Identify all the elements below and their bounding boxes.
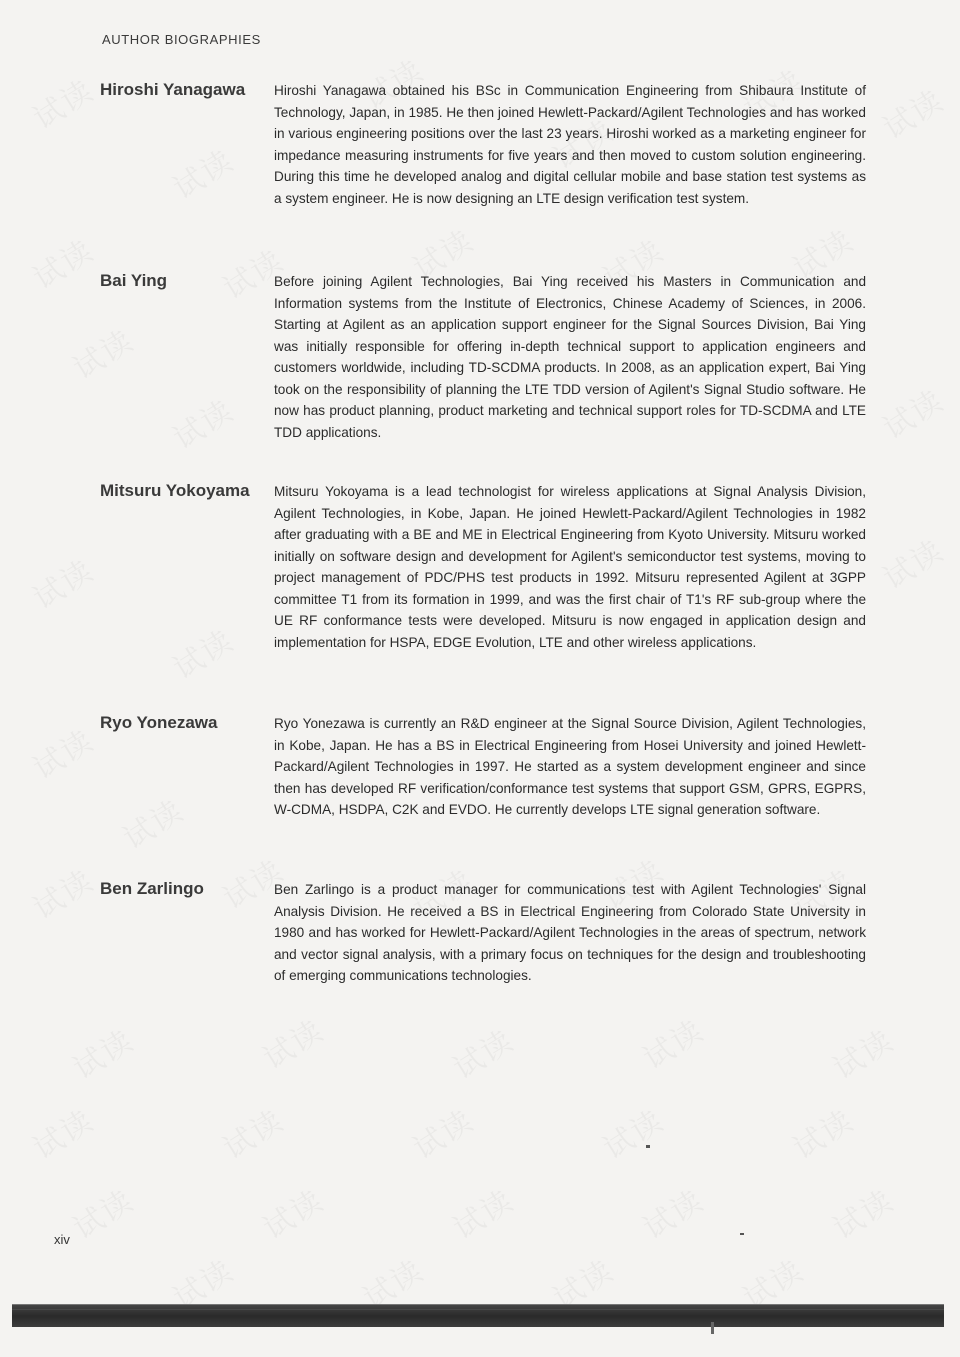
author-name: Ben Zarlingo (100, 879, 204, 898)
scan-speck (740, 1233, 744, 1235)
watermark: 试读 (637, 1183, 711, 1247)
watermark: 试读 (877, 383, 951, 447)
watermark: 试读 (637, 1013, 711, 1077)
author-bio-text: Mitsuru Yokoyama is a lead technologist for wireless applications at Signal Analysis Division, Agilent Technologies, in Kobe, Japan. He joined Hewlett-Packard/Agilent Technologies in 1982 after graduating with a BE and ME in Electrical Engineering from Kyoto University. Mitsuru worked initially on software design and development for Agilent's semiconductor test systems, moving to project management of PDC/PHS test products in 1992. Mitsuru represented Agilent at 3GPP committee T1 from its formation in 1999, and was the first chair of T1's RF sub-group where the UE RF conformance tests were developed. Mitsuru is now engaged in application design and implementation for HSPA, EDGE Evolution, LTE and other wireless applications. (274, 484, 866, 650)
watermark: 试读 (597, 853, 671, 917)
watermark: 试读 (167, 623, 241, 687)
scan-speck (646, 1145, 650, 1148)
watermark: 试读 (27, 723, 101, 787)
author-name: Bai Ying (100, 271, 168, 290)
watermark: 试读 (787, 223, 861, 287)
watermark: 试读 (827, 1183, 901, 1247)
author-name: Hiroshi Yanagawa (100, 80, 246, 99)
watermark: 试读 (407, 1103, 481, 1167)
watermark: 试读 (67, 323, 141, 387)
watermark: 试读 (67, 1183, 141, 1247)
watermark: 试读 (67, 1023, 141, 1087)
watermark: 试读 (217, 1103, 291, 1167)
watermark: 试读 (167, 393, 241, 457)
watermark: 试读 (877, 533, 951, 597)
watermark: 试读 (447, 1023, 521, 1087)
watermark: 试读 (27, 553, 101, 617)
watermark: 试读 (447, 1183, 521, 1247)
watermark: 试读 (257, 1183, 331, 1247)
watermark: 试读 (877, 83, 951, 147)
watermark: 试读 (167, 143, 241, 207)
watermark: 试读 (597, 233, 671, 297)
watermark: 试读 (27, 1103, 101, 1167)
scan-edge-bar (12, 1304, 944, 1327)
watermark: 试读 (217, 243, 291, 307)
watermark: 试读 (27, 233, 101, 297)
watermark: 试读 (787, 1103, 861, 1167)
scan-speck (711, 1322, 714, 1334)
author-bio-text: Ryo Yonezawa is currently an R&D engineer at the Signal Source Division, Agilent Technologies, in Kobe, Japan. He has a BS in Electrical Engineering from Hosei University and joined Hewlett-Packard/Agilent Technologies in 1997. He started as a system development engineer and since then has developed RF verification/conformance test systems that support GSM, GPRS, EGPRS, W-CDMA, HSDPA, C2K and EVDO. He currently develops LTE signal generation software. (274, 716, 866, 817)
author-name: Mitsuru Yokoyama (100, 481, 250, 500)
watermark: 试读 (737, 1253, 811, 1317)
watermark: 试读 (827, 1023, 901, 1087)
watermark: 试读 (27, 863, 101, 927)
author-bio-text: Ben Zarlingo is a product manager for communications test with Agilent Technologies' Signal Analysis Division. He received a BS in Electrical Engineering from Colorado State University in 1980 and has worked for Hewlett-Packard/Agilent Technologies in the areas of spectrum, network and vector signal analysis, with a primary focus on techniques for the design and troubleshooting of emerging communications technologies. (274, 882, 866, 983)
watermark: 试读 (357, 53, 431, 117)
watermark: 试读 (787, 863, 861, 927)
watermark: 试读 (597, 1103, 671, 1167)
author-bio-text: Before joining Agilent Technologies, Bai Ying received his Masters in Communication and Information systems from the Institute of Electronics, Chinese Academy of Sciences, in 2006. Starting at Agilent as an application support engineer for the Signal Sources Division, Bai Ying was initially responsible for offering in-depth technical support to application engineers and customers worldwide, including TD-SCDMA products. In 2008, as an application expert, Bai Ying took on the responsibility of planning the LTE TDD version of Agilent's Signal Studio software. He now has product planning, product marketing and technical support roles for TD-SCDMA and LTE TDD applications. (274, 274, 866, 440)
watermark: 试读 (167, 1253, 241, 1317)
watermark: 试读 (27, 73, 101, 137)
watermark: 试读 (217, 853, 291, 917)
watermark: 试读 (407, 863, 481, 927)
author-bio-text: Hiroshi Yanagawa obtained his BSc in Communication Engineering from Shibaura Institute of Technology, Japan, in 1985. He then joined Hewlett-Packard/Agilent Technologies and has worked in various engineering positions over the last 23 years. Hiroshi worked as a marketing engineer for impedance measuring instruments for five years and then moved to custom solution engineering. During this time he developed analog and digital cellular mobile and base station test systems as a system engineer. He is now designing an LTE design verification test system. (274, 83, 866, 206)
watermark: 试读 (117, 793, 191, 857)
watermark: 试读 (737, 63, 811, 127)
page-number: xiv (54, 1232, 70, 1247)
running-head: AUTHOR BIOGRAPHIES (102, 32, 261, 47)
watermark: 试读 (547, 1253, 621, 1317)
watermark: 试读 (357, 1253, 431, 1317)
watermark: 试读 (547, 113, 621, 177)
watermark: 试读 (407, 223, 481, 287)
watermark: 试读 (257, 1013, 331, 1077)
author-name: Ryo Yonezawa (100, 713, 218, 732)
